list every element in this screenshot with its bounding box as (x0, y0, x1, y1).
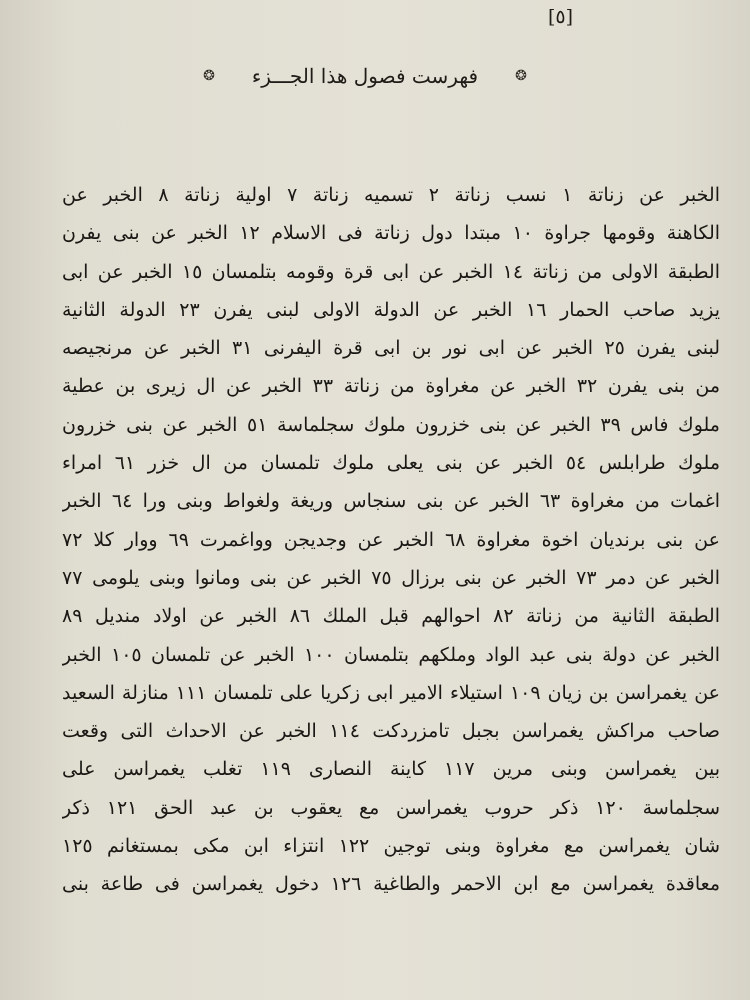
page-number: [٥] (548, 6, 574, 28)
toc-line: لبنى يفرن ٢٥ الخبر عن ابى نور بن ابى قرة اليفرنى ٣١ الخبر عن مرنجيصه (62, 337, 720, 360)
toc-line: بين يغمراسن وبنى مرين ١١٧ كاينة النصارى ١١٩ تغلب يغمراسن على (62, 758, 720, 781)
toc-line: شان يغمراسن مع مغراوة وبنى توجين ١٢٢ انتزاء ابن مكى بمستغانم ١٢٥ (62, 835, 720, 858)
toc-line: الخبر عن دولة بنى عبد الواد وملكهم بتلمسان ١٠٠ الخبر عن تلمسان ١٠٥ الخبر (62, 643, 720, 666)
toc-line: الكاهنة وقومها جراوة ١٠ مبتدا دول زناتة فى الاسلام ١٢ الخبر عن بنى يفرن (62, 222, 720, 245)
toc-line: من بنى يفرن ٣٢ الخبر عن مغراوة من زناتة ٣٣ الخبر عن ال زيرى بن عطية (62, 375, 720, 398)
toc-line: الخبر عن زناتة ١ نسب زناتة ٢ تسميه زناتة ٧ اولية زناتة ٨ الخبر عن (62, 184, 720, 206)
title-row (200, 60, 530, 92)
left-ornament-icon: ❂ (203, 68, 215, 84)
toc-line: اغمات من مغراوة ٦٣ الخبر عن بنى سنجاس وريغة ولغواط وبنى ورا ٦٤ الخبر (62, 490, 720, 513)
toc-line: عن يغمراسن بن زيان ١٠٩ استيلاء الامير ابى زكريا على تلمسان ١١١ منازلة السعيد (62, 681, 720, 704)
toc-line: ملوك طرابلس ٥٤ الخبر عن بنى يعلى ملوك تلمسان من ال خزر ٦١ امراء (62, 452, 720, 475)
toc-line: الطبقة الثانية من زناتة ٨٢ احوالهم قبل الملك ٨٦ الخبر عن اولاد منديل ٨٩ (62, 605, 720, 628)
toc-line: ملوك فاس ٣٩ الخبر عن بنى خزرون ملوك سجلماسة ٥١ الخبر عن بنى خزرون (62, 413, 720, 436)
toc-line: الطبقة الاولى من زناتة ١٤ الخبر عن ابى قرة وقومه بتلمسان ١٥ الخبر عن ابى (62, 260, 720, 283)
toc-line: الخبر عن دمر ٧٣ الخبر عن بنى برزال ٧٥ الخبر عن بنى ومانوا وبنى يلومى ٧٧ (62, 566, 720, 589)
toc-line: سجلماسة ١٢٠ ذكر حروب يغمراسن مع يعقوب بن عبد الحق ١٢١ ذكر (62, 796, 720, 819)
page-title: فهرست فصول هذا الجـــزء (251, 64, 479, 88)
toc-line: عن بنى برنديان اخوة مغراوة ٦٨ الخبر عن وجديجن وواغمرت ٦٩ ووار كلا ٧٢ (62, 528, 720, 551)
toc-line: صاحب مراكش يغمراسن بجبل تامزردكت ١١٤ الخبر عن الاحداث التى وقعت (62, 720, 720, 743)
right-ornament-icon: ❂ (515, 68, 527, 84)
toc-line: يزيد صاحب الحمار ١٦ الخبر عن الدولة الاولى لبنى يفرن ٢٣ الدولة الثانية (62, 298, 720, 321)
toc-line: معاقدة يغمراسن مع ابن الاحمر والطاغية ١٢٦ دخول يغمراسن فى طاعة بنى (62, 873, 720, 896)
table-of-contents (62, 176, 720, 904)
